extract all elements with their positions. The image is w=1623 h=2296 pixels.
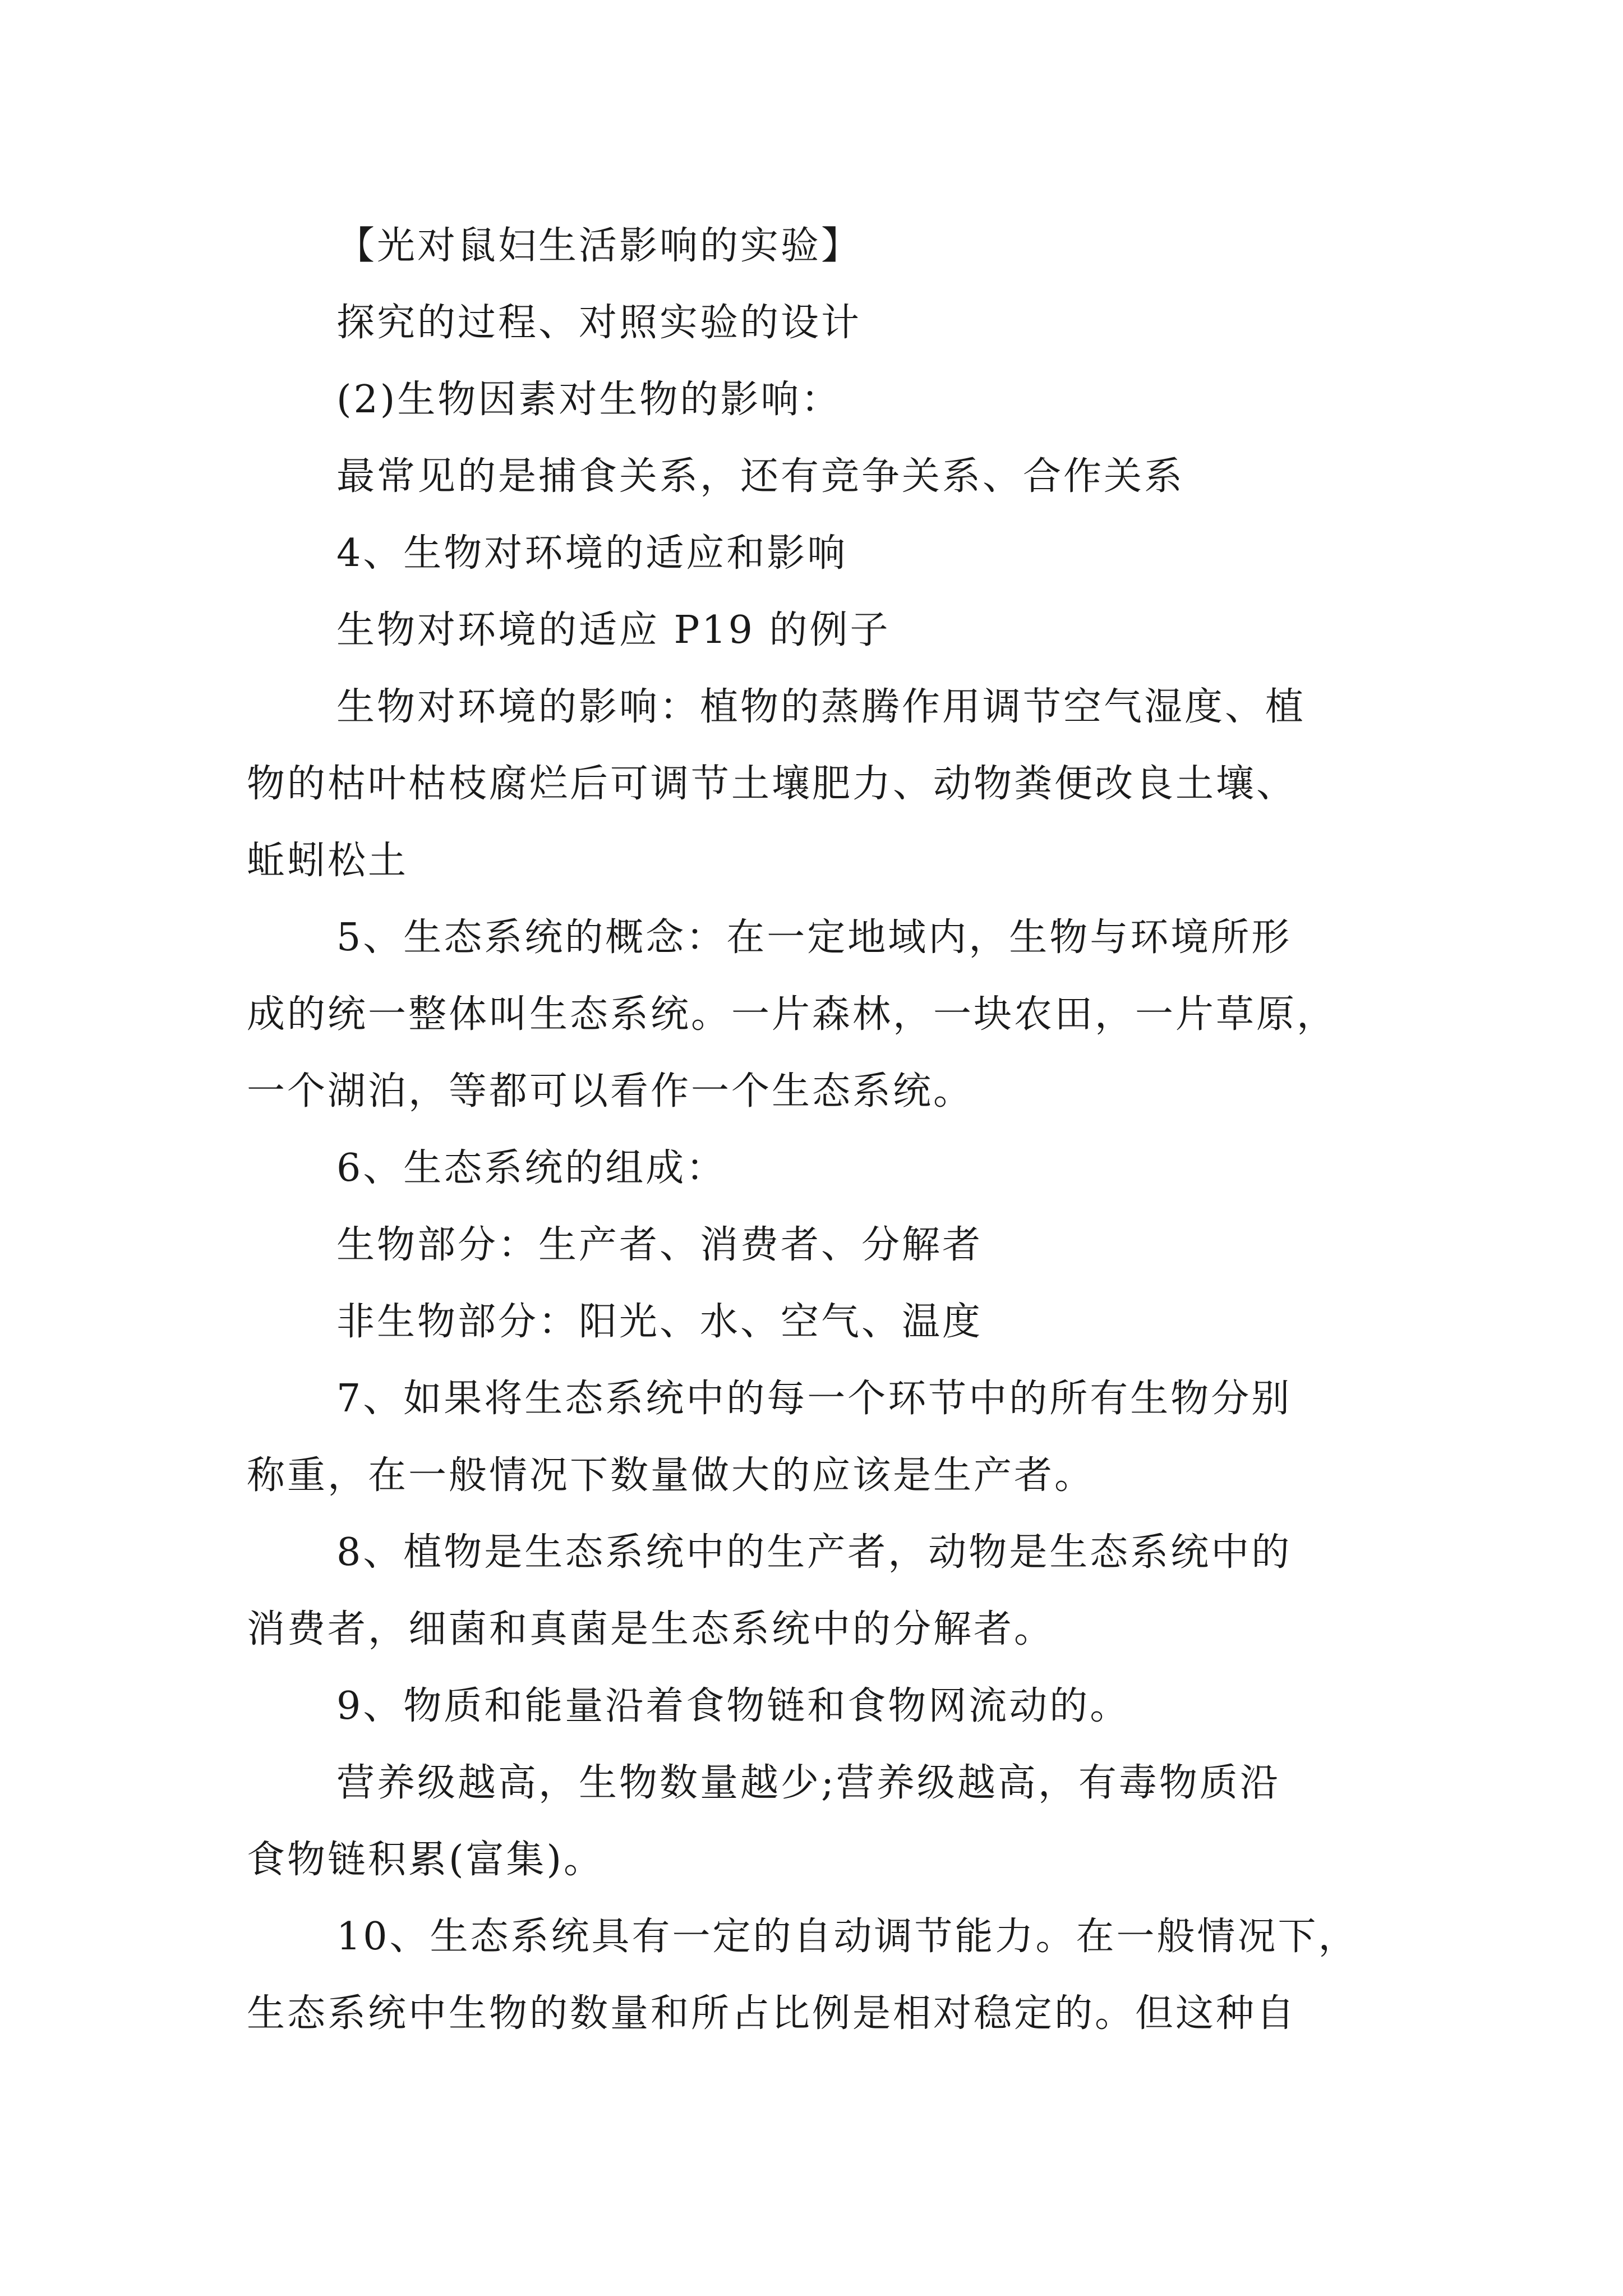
- text-line: 6、生态系统的组成：: [336, 1146, 727, 1190]
- text-line: 10、生态系统具有一定的自动调节能力。在一般情况下，: [336, 1915, 1359, 1959]
- text-line: 生态系统中生物的数量和所占比例是相对稳定的。但这种自: [247, 1991, 1297, 2036]
- text-line: 消费者，细菌和真菌是生态系统中的分解者。: [247, 1607, 1055, 1651]
- text-line: 9、物质和能量沿着食物链和食物网流动的。: [336, 1684, 1131, 1728]
- text-line: 生物部分：生产者、消费者、分解者: [336, 1223, 983, 1267]
- text-line: 5、生态系统的概念：在一定地域内，生物与环境所形: [336, 915, 1292, 960]
- text-line: 最常见的是捕食关系，还有竞争关系、合作关系: [336, 454, 1185, 499]
- text-line: 4、生物对环境的适应和影响: [336, 531, 848, 576]
- text-line: 物的枯叶枯枝腐烂后可调节土壤肥力、动物粪便改良土壤、: [247, 762, 1297, 806]
- document-body: [247, 208, 1402, 2052]
- text-line: 8、植物是生态系统中的生产者，动物是生态系统中的: [336, 1530, 1292, 1575]
- text-line: (2)生物因素对生物的影响：: [336, 378, 842, 422]
- text-line: 食物链积累(富集)。: [247, 1838, 605, 1882]
- text-line: 生物对环境的影响：植物的蒸腾作用调节空气湿度、植: [336, 685, 1306, 729]
- text-line: 【光对鼠妇生活影响的实验】: [336, 224, 862, 268]
- text-line: 非生物部分：阳光、水、空气、温度: [336, 1300, 983, 1344]
- text-line: 生物对环境的适应 P19 的例子: [336, 608, 891, 652]
- text-line: 蚯蚓松土: [247, 839, 409, 883]
- text-line: 成的统一整体叫生态系统。一片森林，一块农田，一片草原，: [247, 992, 1338, 1037]
- text-line: 营养级越高，生物数量越少;营养级越高，有毒物质沿: [336, 1761, 1280, 1805]
- text-line: 探究的过程、对照实验的设计: [336, 301, 862, 345]
- text-line: 一个湖泊，等都可以看作一个生态系统。: [247, 1069, 974, 1114]
- text-line: 称重，在一般情况下数量做大的应该是生产者。: [247, 1453, 1095, 1498]
- text-line: 7、如果将生态系统中的每一个环节中的所有生物分别: [336, 1377, 1292, 1421]
